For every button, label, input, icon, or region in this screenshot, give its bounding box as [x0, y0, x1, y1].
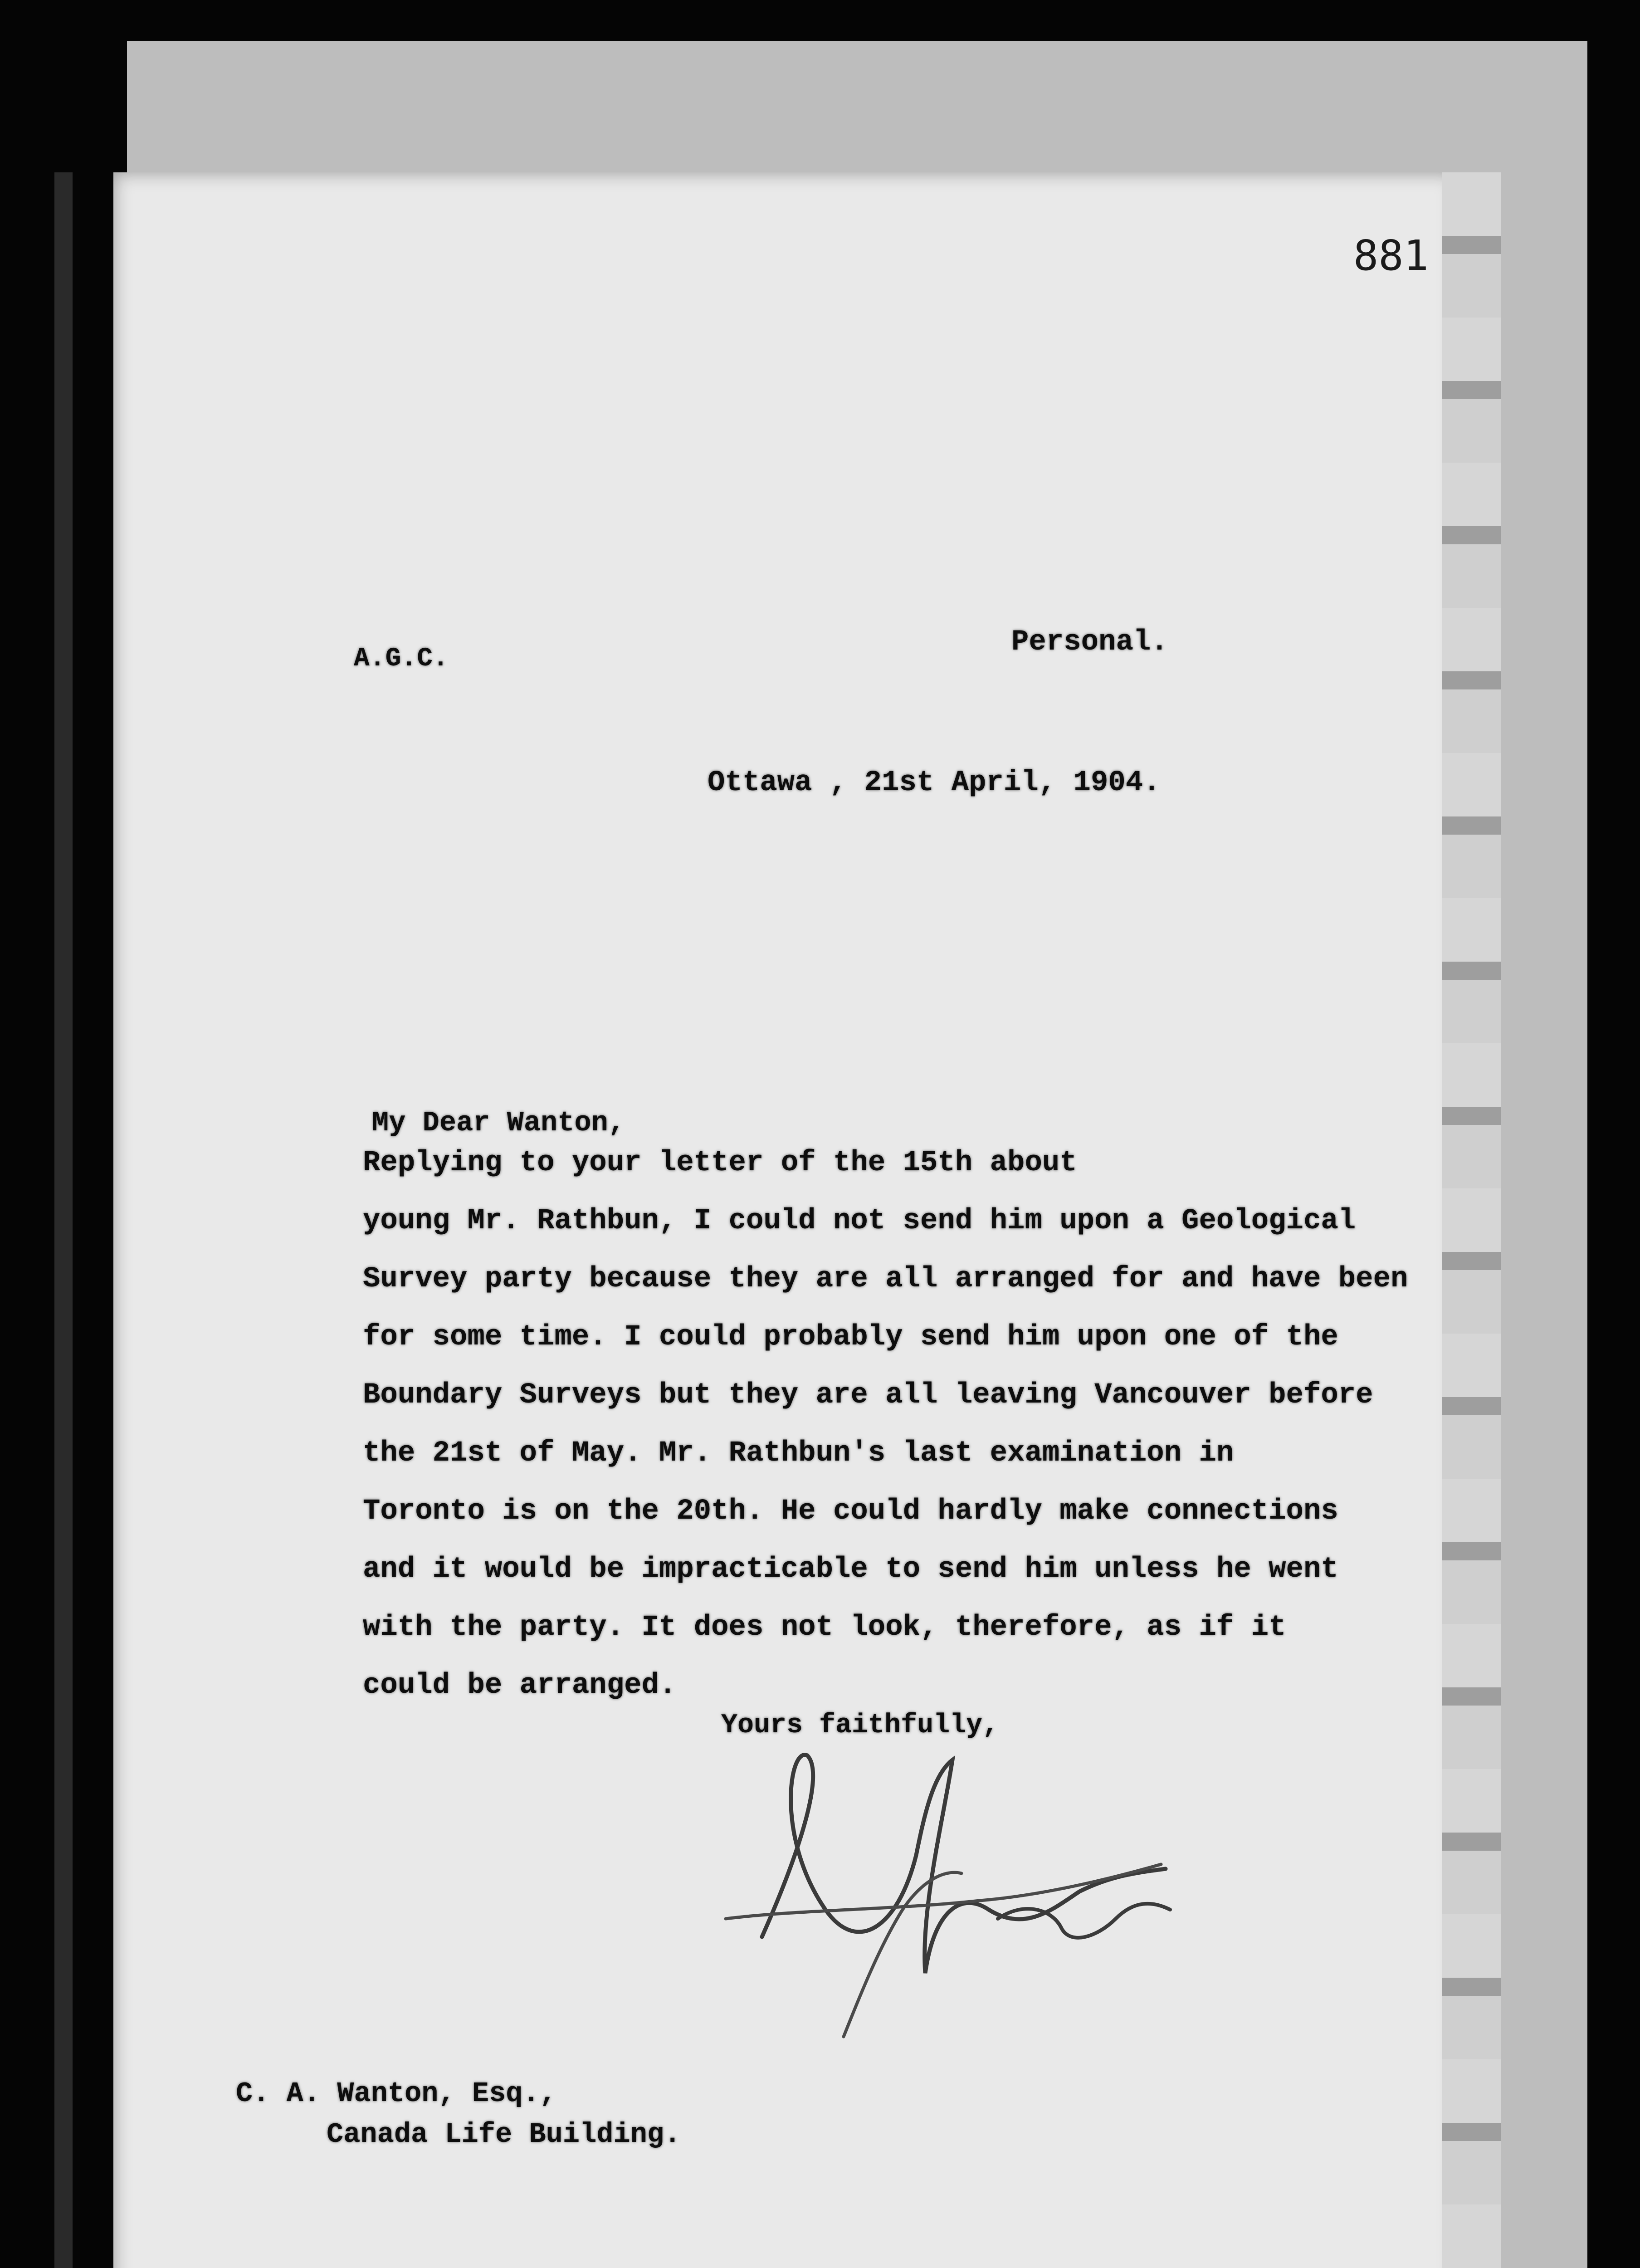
signature: [708, 1719, 1229, 2059]
page-number: 881: [1353, 231, 1429, 280]
body-line: and it would be impracticable to send him unless he went: [363, 1553, 1338, 1586]
film-edge: [54, 172, 73, 2268]
body-line: could be arranged.: [363, 1669, 677, 1702]
recipient-name: C. A. Wanton, Esq.,: [236, 2077, 556, 2110]
paper-edge: [1442, 172, 1501, 2268]
recipient-address: Canada Life Building.: [327, 2118, 681, 2151]
reference-initials: A.G.C.: [354, 644, 449, 674]
body-line: Toronto is on the 20th. He could hardly make connections: [363, 1495, 1338, 1528]
body-line: Boundary Surveys but they are all leaving Vancouver before: [363, 1379, 1373, 1412]
salutation: My Dear Wanton,: [372, 1107, 625, 1139]
body-line: the 21st of May. Mr. Rathbun's last examination in: [363, 1437, 1234, 1470]
body-line: for some time. I could probably send him upon one of the: [363, 1321, 1338, 1354]
letter-body: [363, 1134, 1408, 1715]
body-line: young Mr. Rathbun, I could not send him upon a Geological: [363, 1205, 1356, 1237]
closing: Yours faithfully,: [721, 1710, 999, 1741]
personal-marking: Personal.: [1011, 626, 1168, 659]
body-line: with the party. It does not look, therefore, as if it: [363, 1611, 1286, 1644]
body-line: Replying to your letter of the 15th about: [363, 1147, 1077, 1179]
place-date: Ottawa , 21st April, 1904.: [708, 767, 1161, 799]
body-line: Survey party because they are all arranged for and have been: [363, 1263, 1408, 1295]
